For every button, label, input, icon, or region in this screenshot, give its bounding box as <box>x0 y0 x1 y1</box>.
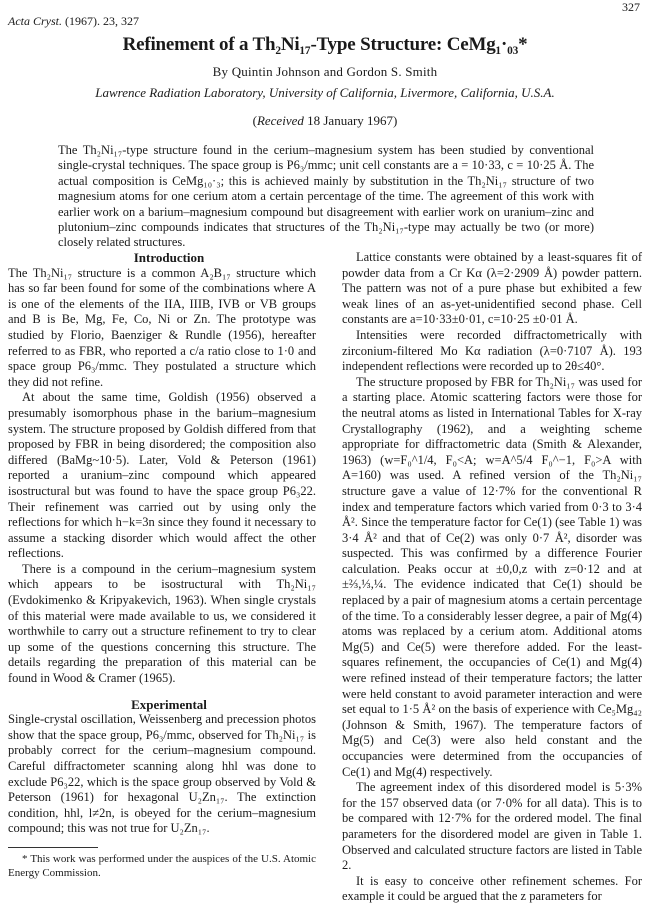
experimental-paragraph-1: Single-crystal oscillation, Weissenberg and precession photos show that the space group, P6₃/mmc, observed for Th₂Ni₁₇ is probably correct for the cerium–magnesium compound. Careful diffractometer scanning along hhl was done to exclude P6₃22, which is the space group observed by Vold & Peterson (1961) for hexagonal U₂Zn₁₇. The extinction condition, hhl, l≠2n, is obeyed for the cerium–magnesium compound; this was not true for U₂Zn₁₇. <box>8 712 316 836</box>
received-value: 18 January 1967 <box>307 113 394 128</box>
paper-title: Refinement of a Th₂Ni₁₇-Type Structure: CeMg₁·₀₃* <box>122 34 528 55</box>
affiliation: Lawrence Radiation Laboratory, University of California, Livermore, California, U.S.A. <box>95 85 555 100</box>
page-number: 327 <box>622 0 640 14</box>
intro-paragraph-1: The Th₂Ni₁₇ structure is a common A₂B₁₇ structure which has so far been found for some of the combinations where A is one of the elements of the IIA, IIIB, IVB or VB groups and B is Be, Mg, Fe, Co, Ni or Zn. The prototype was studied by Florio, Baenziger & Rundle (1956), hereafter referred to as FBR, who reported a c/a ratio close to 1·0 and space group P6₃/mmc. They postulated a structure which they did not refine. <box>8 265 316 389</box>
right-paragraph-4: The agreement index of this disordered model is 5·3% for the 157 observed data (or 7·0% for all data). This is to be compared with 12·7% for the ordered model. The final parameters for the disordered model are given in Table 1. Observed and calculated structure factors are listed in Table 2. <box>342 780 642 873</box>
footnote-rule <box>8 847 98 848</box>
abstract: The Th₂Ni₁₇-type structure found in the cerium–magnesium system has been studied by conventional single-crystal techniques. The space group is P6₃/mmc; unit cell constants are a = 10·33, c = 10·25 Å. The actual composition is CeMg₁₀·₃; this is achieved mainly by substitution in the Th₂Ni₁₇ structure of two magnesium atoms for one cerium atom a certain percentage of the time. The agreement of this work with earlier work on a barium–magnesium compound but disagreement with earlier work on uranium–zinc and plutonium–zinc compounds indicates that structures of the Th₂Ni₁₇-type may actually be two (or more) closely related structures. <box>58 143 594 250</box>
journal-name: Acta Cryst. <box>8 14 62 28</box>
intro-paragraph-3: There is a compound in the cerium–magnesium system which appears to be isostructural with Th₂Ni₁₇ (Evdokimenko & Kripyakevich, 1963). When single crystals of this material were made available to us, we considered it worthwhile to carry out a structure refinement to try to clear up some of the questions concerning this structure. The details regarding the preparation of this material can be found in Wood & Cramer (1965). <box>8 561 316 686</box>
footnote: * This work was performed under the auspices of the U.S. Atomic Energy Commission. <box>8 852 316 879</box>
received-label: Received <box>256 113 304 128</box>
introduction-heading: Introduction <box>133 250 205 265</box>
left-column <box>8 250 316 880</box>
right-paragraph-2: Intensities were recorded diffractometrically with zirconium-filtered Mo Kα radiation (λ=0·7107 Å). 193 independent reflections were recorded up to 2θ≤40°. <box>342 327 642 374</box>
experimental-heading: Experimental <box>131 696 207 712</box>
journal-ref: (1967). 23, 327 <box>62 14 139 28</box>
right-paragraph-1: Lattice constants were obtained by a least-squares fit of powder data from a Cr Kα (λ=2·2909 Å) powder pattern. The pattern was not of a pure phase but exhibited a few weak lines of an as-yet-unidentified second phase. Cell constants are a=10·33±0·01, c=10·25 ±0·01 Å. <box>342 250 642 327</box>
right-paragraph-5: It is easy to conceive other refinement schemes. For example it could be argued that the z parameters for <box>342 873 642 904</box>
right-paragraph-3: The structure proposed by FBR for Th₂Ni₁₇ was used for a starting place. Atomic scattering factors were those for the neutral atoms as listed in International Tables for X-ray Crystallography (1962), and a weighting scheme appropriate for diffractometric data (Smith & Alexander, 1963) (w=F₀^1/4, F₀<A; w=A^5/4 F₀^−1, F₀>A with A=160) was used. A refined version of the Th₂Ni₁₇ structure gave a value of 12·7% for the conventional R index and temperature factors which varied from 0·3 to 3·4 Å². Since the temperature factor for Ce(1) (see Table 1) was 3·4 Å² and that of Ce(2) was only 0·7 Å², disorder was suspected. This was confirmed by a difference Fourier calculation. Peaks occur at ±0,0,z with z=0·12 and at ±⅔,⅓,¼. The evidence indicated that Ce(1) should be replaced by a pair of magnesium atoms a certain percentage of the time. To a considerably lesser degree, a pair of Mg(4) atoms was replaced by a cerium atom. Additional atoms Mg(5) and Ce(5) were therefore added. For the least-squares refinement, the occupancies of Ce(1) and Mg(4) were refined instead of their temperature factors; the latter were held constant to avoid parameter interaction and were set equal to 1·5 Å² on the basis of experience with Ce₅Mg₄₂ (Johnson & Smith, 1967). The temperature factors of Mg(5) and Ce(3) were also held constant and the occupancies were determined from the occupancies of Ce(1) and Mg(4) respectively. <box>342 374 642 779</box>
received-date: (Received 18 January 1967) <box>252 113 398 128</box>
right-column <box>342 250 642 905</box>
journal-citation <box>8 14 139 29</box>
intro-paragraph-2: At about the same time, Goldish (1956) observed a presumably isomorphous phase in the barium–magnesium system. The structure proposed by Goldish differed from that proposed by FBR in being disordered; the composition also differed (BaMg~10·5). Later, Vold & Peterson (1961) reported a uranium–zinc compound which appeared isostructural but was found to have the space group P6₃22. Their refinement was carried out by using only the reflections for which h−k=3n since they found it necessary to assume a stacking disorder which would affect the other reflections. <box>8 390 316 561</box>
authors: By Quintin Johnson and Gordon S. Smith <box>212 64 438 79</box>
